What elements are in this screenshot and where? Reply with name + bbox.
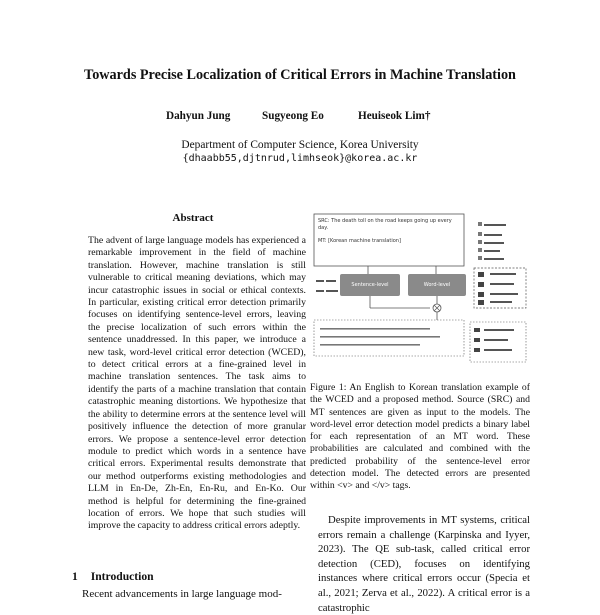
figure-1-caption: Figure 1: An English to Korean translation example of the WCED and a proposed method. Source (SRC) and MT sentences are given as input to the models. The word-level error detection model predicts a binary label for each representation of an MT word. These probabilities are calculated and combined with the predicted probability of the sentence-level error detection model. The detected errors are presented within <v> and </v> tags. [310,382,530,492]
word-module-label: Word-level [423,282,451,288]
author-1: Dahyun Jung [166,110,231,122]
output-box [314,320,464,356]
author-3: Heuiseok Lim† [358,110,431,122]
affiliation: Department of Computer Science, Korea University [181,139,419,151]
intro-first-line: Recent advancements in large language mod- [82,588,282,600]
intro-paragraph-right: Despite improvements in MT systems, critical errors remain a challenge (Karpinska and Iyyer, 2023). The QE sub-task, called critical error detection (CED), focuses on identifying instances where critical errors occur (Specia et al., 2021; Zerva et al., 2022). A critical error is a catastrophic [318,514,530,614]
paper-title: Towards Precise Localization of Critical Errors in Machine Translation [84,67,516,83]
figure-src-text: SRC: The death toll on the road keeps going up every day. [318,218,452,231]
left-labels [316,280,338,292]
figure-diagram [308,210,530,370]
author-emails: {dhaabb55,djtnrud,limhseok}@korea.ac.kr [182,153,418,164]
section-heading-introduction [72,570,154,583]
abstract-heading: Abstract [172,212,214,224]
token-bars [478,222,506,260]
abstract-text: The advent of large language models has experienced a remarkable improvement in the field of machine translation. However, machine translation is still vulnerable to critical meaning deviations, which may incur catastrophic issues in social or ethical contexts. In particular, existing critical error detection primarily focuses on identifying sentence-level errors, leaving the precise localization of such errors within the sentence unaddressed. In this paper, we introduce a new task, word-level critical error detection (WCED), to detect critical errors at a fine-grained level in machine translation sentences. The task aims to identify the parts of a machine translation that contain catastrophic meaning distortions. We hypothesize that the ability to determine errors at the sentence level will positively influence the detection of more granular errors. We propose a sentence-level error detection module to predict which words in a sentence have critical errors. Experimental results demonstrate that our method outperforms existing methodologies and LLM in En-De, Zh-En, En-Ru, and En-Ko. Our method is helpful for determining the fine-grained location of errors. We hope that such studies will improve the capacity to address critical errors adeptly. [88,235,306,532]
word-output-bars [478,272,518,305]
figure-mt-text: MT: [Korean machine translation] [318,238,401,244]
section-title: Introduction [90,570,154,583]
detected-error-bars [474,328,514,352]
sentence-module-label: Sentence-level [351,282,389,288]
author-2: Sugyeong Eo [262,110,324,122]
section-number: 1 [72,570,78,583]
figure-1 [308,210,530,370]
